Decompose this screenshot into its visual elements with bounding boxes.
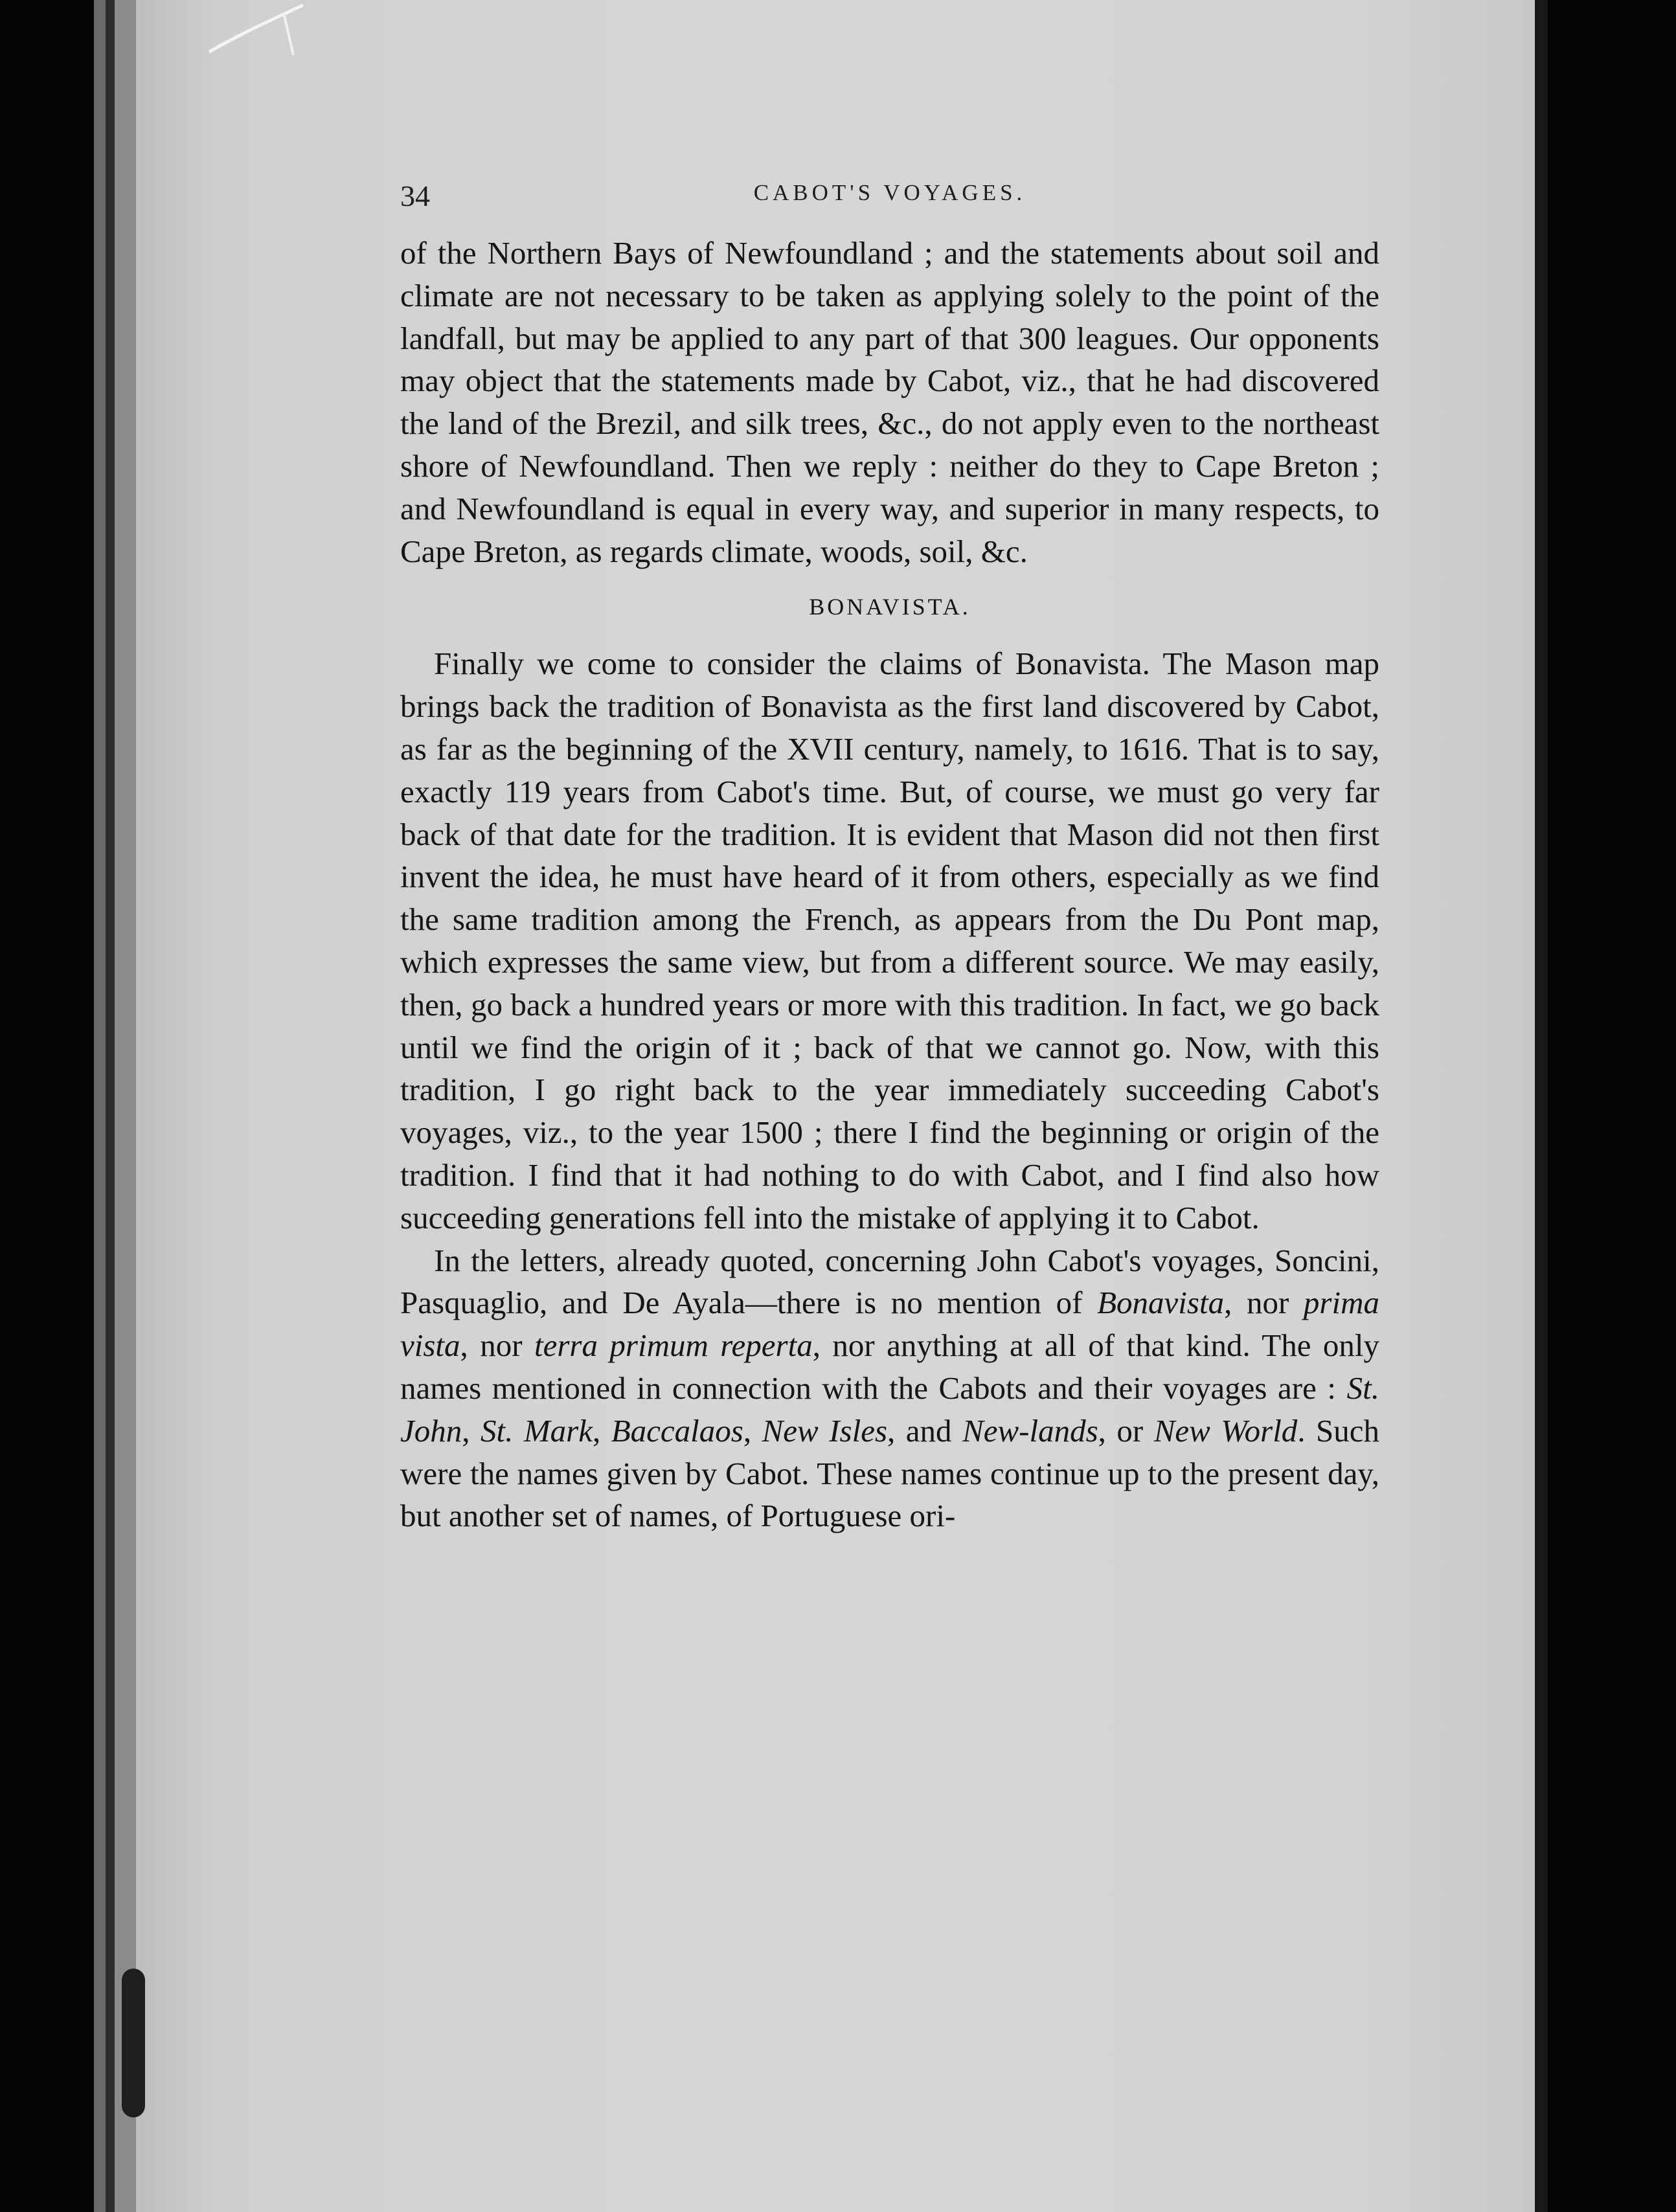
paper-scratch-mark	[206, 0, 310, 58]
italic-name: St. John	[400, 1370, 1379, 1449]
text-run: , and	[887, 1412, 963, 1449]
scan-smudge	[122, 1969, 145, 2117]
book-edge-strip	[94, 0, 106, 2212]
page-number: 34	[400, 179, 430, 212]
text-run: ,	[593, 1412, 611, 1449]
text-run: , nor	[1224, 1285, 1304, 1321]
running-title: CABOT'S VOYAGES.	[753, 180, 1026, 205]
scan-right-border	[1548, 0, 1676, 2212]
text-run: , or	[1098, 1412, 1154, 1449]
book-edge-strip	[106, 0, 115, 2212]
italic-name: New Isles	[762, 1412, 888, 1449]
paragraph	[400, 1239, 1379, 1538]
page-right-edge	[1535, 0, 1548, 2212]
book-edge-strip	[115, 0, 136, 2212]
italic-name: prima vista	[400, 1285, 1379, 1364]
text-run: . Such were the names given by Cabot. These names continue up to the present day, but another set of names, of Portuguese ori-	[400, 1412, 1380, 1534]
section-heading: BONAVISTA.	[809, 594, 971, 620]
italic-name: New World	[1153, 1412, 1298, 1449]
body-text	[400, 232, 1379, 1537]
paragraph: Finally we come to consider the claims of Bonavista. The Mason map brings back the tradition of Bonavista as the first land discovered by Cabot, as far as the beginning of the XVII century, namely, to 1616. That is to say, exactly 119 years from Cabot's time. But, of course, we must go very far back of that date for the tradition. It is evident that Mason did not then first invent the idea, he must have heard of it from others, especially as we find the same tradition among the French, as appears from the Du Pont map, which expresses the same view, but from a different source. We may easily, then, go back a hundred years or more with this tradition. In fact, we go back until we find the origin of it ; back of that we cannot go. Now, with this tradition, I go right back to the year immediately succeeding Cabot's voyages, viz., to the year 1500 ; there I find the beginning or origin of the tradition. I find that it had nothing to do with Cabot, and I find also how succeeding generations fell into the mistake of applying it to Cabot.	[400, 646, 1379, 1236]
italic-name: Bonavista	[1097, 1285, 1225, 1321]
text-run: ,	[743, 1412, 762, 1449]
text-run: In the letters, already quoted, concerning John Cabot's voyages, Soncini, Pasquaglio, and De Ayala—there is no mention of	[400, 1242, 1379, 1321]
scan-left-border	[0, 0, 94, 2212]
italic-name: terra primum reperta	[534, 1327, 813, 1364]
text-run: , nor	[460, 1327, 534, 1364]
italic-name: New-lands	[962, 1412, 1098, 1449]
running-head	[400, 176, 1379, 215]
text-run: , nor anything at all of that kind. The only names mentioned in connection with the Cabots and their voyages are :	[400, 1327, 1379, 1406]
text-run: ,	[462, 1412, 481, 1449]
italic-name: Baccalaos	[611, 1412, 743, 1449]
paragraph: of the Northern Bays of Newfoundland ; and the statements about soil and climate are not necessary to be taken as applying solely to the point of the landfall, but may be applied to any part of that 300 leagues. Our opponents may object that the statements made by Cabot, viz., that he had discovered the land of the Brezil, and silk trees, &c., do not apply even to the northeast shore of Newfoundland. Then we reply : neither do they to Cape Breton ; and Newfoundland is equal in every way, and superior in many respects, to Cape Breton, as regards climate, woods, soil, &c.	[400, 235, 1379, 569]
italic-name: St. Mark	[481, 1412, 593, 1449]
